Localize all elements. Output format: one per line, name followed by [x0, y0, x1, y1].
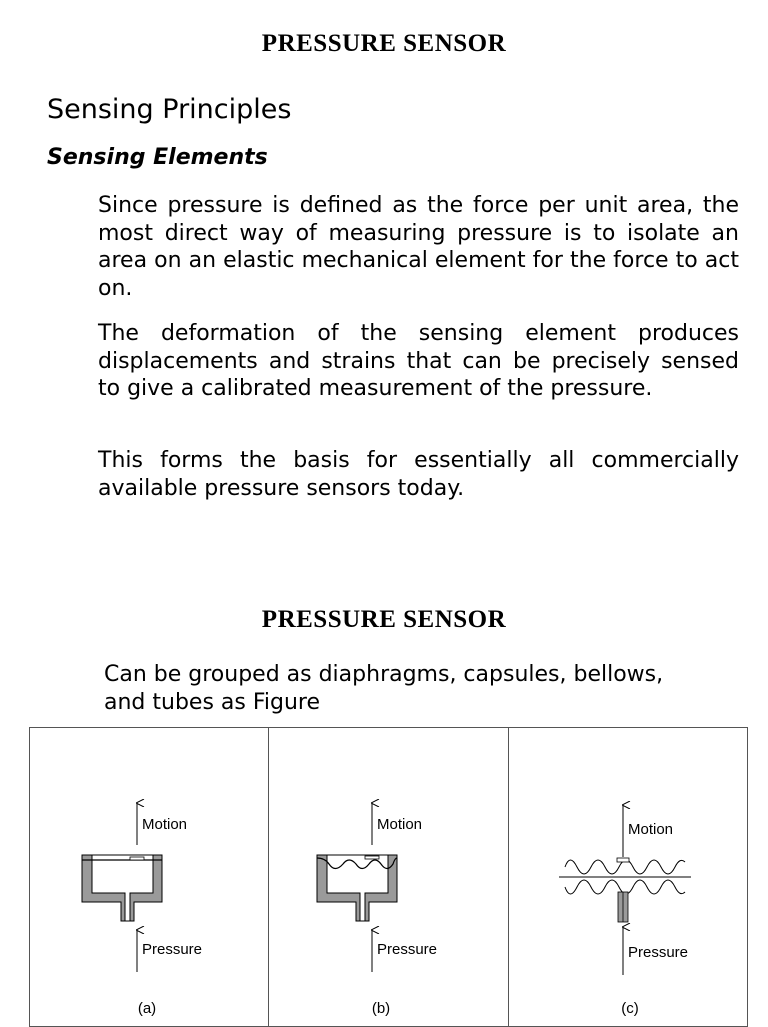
pressure-label: Pressure — [377, 941, 438, 958]
sensing-elements-figure — [29, 727, 749, 1027]
caption-b: (b) — [371, 1000, 391, 1017]
section-subheading: Sensing Elements — [47, 145, 268, 170]
motion-label: Motion — [377, 816, 423, 833]
capsule-center — [617, 858, 629, 862]
pressure-label: Pressure — [628, 944, 689, 961]
motion-label: Motion — [628, 821, 674, 838]
caption-c: (c) — [621, 1000, 639, 1017]
paragraph-3: This forms the basis for essentially all commercially available pressure sensors today. — [98, 448, 739, 501]
pressure-label: Pressure — [142, 941, 203, 958]
paragraph-1: Since pressure is defined as the force per unit area, the most direct way of measuring pressure is to isolate an area on an elastic mechanical element for the force to act on. — [98, 193, 739, 301]
panel-a — [82, 803, 202, 1017]
page-title: PRESSURE SENSOR — [261, 30, 507, 57]
paragraph-2: The deformation of the sensing element produces displacements and strains that can be precisely sensed to give a calibrated measurement of the pressure. — [98, 321, 739, 401]
caption-a: (a) — [137, 1000, 157, 1017]
diaphragm-center — [130, 857, 144, 860]
panel-b — [317, 803, 437, 1017]
corrugated-diaphragm — [317, 858, 397, 869]
diaphragm-center — [365, 856, 379, 859]
slide2-title: PRESSURE SENSOR — [261, 606, 507, 633]
motion-label: Motion — [142, 816, 188, 833]
section-heading: Sensing Principles — [47, 94, 292, 125]
intro-text: Can be grouped as diaphragms, capsules, bellows, and tubes as Figure — [104, 662, 664, 715]
panel-c — [559, 805, 691, 1017]
capsule-body — [82, 855, 162, 921]
